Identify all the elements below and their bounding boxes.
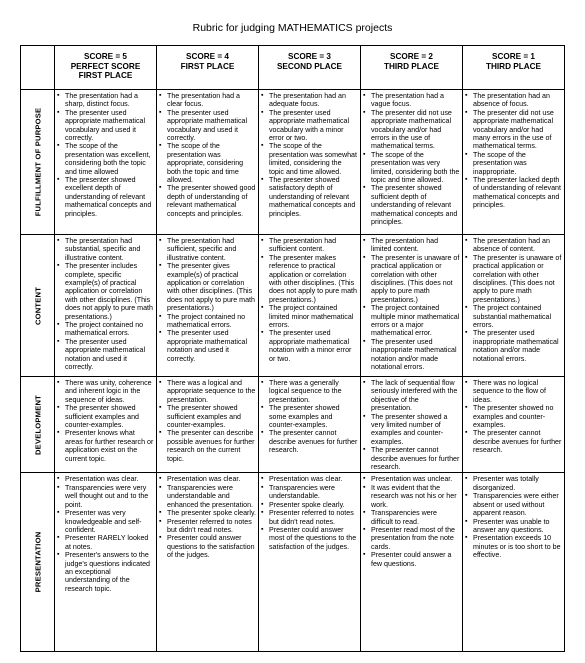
criteria-list [157,235,258,364]
rubric-cell [463,235,565,377]
criteria-list [361,90,462,228]
criteria-item: ▪ The presenter makes reference to practical application or correlation with other disciplines. (This does not apply to pure math presentations.) [261,254,358,304]
criteria-item: ▪ The presentation had an adequate focus. [261,92,358,109]
criteria-item: ▪ Presenter knows what areas for further research or application exist on the current topic. [57,429,154,463]
criteria-list [55,377,156,464]
criteria-item: ▪ The presenter spoke clearly. [159,509,256,517]
row-header-cell [21,235,55,377]
rubric-cell [463,473,565,652]
rubric-row-development [21,377,565,473]
criteria-item: ▪ The presenter showed no examples and counter-examples. [465,404,562,429]
criteria-item: ▪ Transparencies were understandable. [261,484,358,501]
rubric-cell [361,377,463,473]
criteria-item: ▪ The scope of the presentation was somewhat limited, considering the topic and time allowed. [261,142,358,176]
criteria-item: ▪ Presenter was unable to answer any questions. [465,518,562,535]
row-header-cell [21,377,55,473]
criteria-item: ▪ The project contained no mathematical errors. [57,321,154,338]
criteria-item: ▪ Presentation was unclear. [363,475,460,483]
column-header-line: FIRST PLACE [180,61,235,71]
rubric-cell [259,235,361,377]
criteria-item: ▪ The presenter did not use appropriate mathematical vocabulary and/or had many errors in the use of mathematical terms. [465,109,562,151]
criteria-item: ▪ Presenter was very knowledgeable and self-confident. [57,509,154,534]
criteria-list [463,235,564,364]
criteria-list [157,473,258,560]
criteria-item: ▪ The presenter used appropriate mathematical vocabulary and used it correctly. [57,109,154,143]
criteria-item: ▪ The presentation had an absence of content. [465,237,562,254]
criteria-item: ▪ The presentation had an absence of focus. [465,92,562,109]
criteria-item: ▪ The presenter used appropriate mathematical vocabulary with a minor error or two. [261,109,358,143]
criteria-item: ▪ Presenter RARELY looked at notes. [57,534,154,551]
rubric-row-presentation [21,473,565,652]
column-header-score: SCORE = 1 [491,52,535,61]
rubric-cell [361,235,463,377]
row-header-cell [21,473,55,652]
criteria-item: ▪ The scope of the presentation was inappropriate. [465,151,562,176]
criteria-item: ▪ The presenter can describe possible avenues for further research on the current topic. [159,429,256,463]
criteria-item: ▪ The presenter showed excellent depth of understanding of relevant mathematical concepts and principles. [57,176,154,218]
criteria-item: ▪ Transparencies were either absent or used without apparent reason. [465,492,562,517]
criteria-item: ▪ The project contained substantial mathematical errors. [465,304,562,329]
column-header-score-5 [55,46,157,90]
column-header-line: THIRD PLACE [383,61,440,71]
criteria-item: ▪ It was evident that the research was not his or her work. [363,484,460,509]
criteria-item: ▪ The presenter showed sufficient examples and counter-examples. [57,404,154,429]
criteria-item: ▪ The project contained multiple minor mathematical errors or a major mathematical error. [363,304,460,338]
column-header-score-1 [463,46,565,90]
rubric-cell [259,377,361,473]
criteria-list [259,377,360,456]
criteria-item: ▪ Presenter could answer a few questions. [363,551,460,568]
criteria-item: ▪ Presenter spoke clearly. [261,501,358,509]
criteria-list [361,235,462,373]
criteria-item: ▪ The presenter includes complete, specific example(s) of practical application or correlation with other disciplines. (This does not apply to pure math presentations.) [57,262,154,321]
rubric-cell [55,235,157,377]
criteria-item: ▪ The presenter gives example(s) of practical application or correlation with other disciplines. (This does not apply to pure math presentations.) [159,262,256,312]
row-header-label: CONTENT [33,286,42,325]
rubric-cell [463,90,565,235]
criteria-list [259,90,360,219]
criteria-item: ▪ Presenter could answer questions to the satisfaction of the judges. [159,534,256,559]
criteria-item: ▪ The presenter showed satisfactory depth of understanding of relevant mathematical concepts and principles. [261,176,358,218]
criteria-item: ▪ The presenter cannot describe avenues for further research. [465,429,562,454]
criteria-item: ▪ There was a generally logical sequence to the presentation. [261,379,358,404]
criteria-item: ▪ The scope of the presentation was appropriate, considering both the topic and time allowed. [159,142,256,184]
criteria-item: ▪ Presentation was clear. [57,475,154,483]
criteria-item: ▪ The presenter used inappropriate mathematical notation and/or made notational errors. [363,338,460,372]
column-header-score: SCORE = 5 [83,52,127,61]
criteria-item: ▪ Presenter referred to notes but didn't read notes. [261,509,358,526]
criteria-item: ▪ The presenter showed a very limited number of examples and counter-examples. [363,413,460,447]
rubric-cell [361,90,463,235]
criteria-item: ▪ The presenter used inappropriate mathematical notation and/or made notational errors. [465,329,562,363]
rubric-cell [55,90,157,235]
corner-cell [21,46,55,90]
row-header-label: PRESENTATION [33,532,42,593]
criteria-list [463,90,564,211]
criteria-item: ▪ The presentation had a vague focus. [363,92,460,109]
criteria-item: ▪ The presenter lacked depth of understanding of relevant mathematical concepts and principles. [465,176,562,210]
rubric-cell [157,377,259,473]
criteria-item: ▪ Presentation exceeds 10 minutes or is too short to be effective. [465,534,562,559]
column-header-score: SCORE = 4 [185,52,229,61]
criteria-list [157,377,258,464]
header-row [21,46,565,90]
column-header-line: FIRST PLACE [78,71,133,81]
criteria-item: ▪ The presenter did not use appropriate mathematical vocabulary and/or had errors in the use of mathematical terms. [363,109,460,151]
criteria-list [55,473,156,594]
criteria-list [361,473,462,568]
criteria-item: ▪ Presenter referred to notes but didn't read notes. [159,518,256,535]
criteria-item: ▪ There was a logical and appropriate sequence to the presentation. [159,379,256,404]
criteria-item: ▪ The presenter used appropriate mathematical notation and used it correctly. [159,329,256,363]
criteria-item: ▪ The presenter cannot describe avenues for further research. [363,446,460,471]
criteria-item: ▪ The presentation had substantial, specific and illustrative content. [57,237,154,262]
rubric-cell [157,90,259,235]
page-title: Rubric for judging MATHEMATICS projects [192,22,393,34]
criteria-item: ▪ There was no logical sequence to the flow of ideas. [465,379,562,404]
rubric-cell [157,473,259,652]
criteria-item: ▪ Transparencies were understandable and enhanced the presentation. [159,484,256,509]
criteria-item: ▪ The presenter is unaware of practical application or correlation with other disciplines. (This does not apply to pure math presentations.) [465,254,562,304]
row-header-cell [21,90,55,235]
column-header-score: SCORE = 2 [389,52,433,61]
criteria-item: ▪ Presenter was totally disorganized. [465,475,562,492]
criteria-item: ▪ The presentation had limited content. [363,237,460,254]
row-header-label: DEVELOPMENT [33,394,42,455]
column-header-score-2 [361,46,463,90]
criteria-item: ▪ The presentation had sufficient, specific and illustrative content. [159,237,256,262]
criteria-item: ▪ The presenter is unaware of practical application or correlation with other disciplines. (This does not apply to pure math presentations.) [363,254,460,304]
rubric-cell [259,90,361,235]
criteria-item: ▪ Presenter read most of the presentation from the note cards. [363,526,460,551]
rubric-cell [463,377,565,473]
criteria-item: ▪ Presenter could answer most of the questions to the satisfaction of the judges. [261,526,358,551]
criteria-item: ▪ The presenter used appropriate mathematical notation with a minor error or two. [261,329,358,363]
criteria-item: ▪ Transparencies were very well thought out and to the point. [57,484,154,509]
criteria-item: ▪ The presentation had a clear focus. [159,92,256,109]
criteria-item: ▪ Presentation was clear. [159,475,256,483]
criteria-item: ▪ Presenter's answers to the judge's questions indicated an exceptional understanding of the research topic. [57,551,154,593]
row-header-label: FULFILLMENT OF PURPOSE [33,107,42,217]
criteria-list [55,235,156,373]
criteria-item: ▪ The scope of the presentation was excellent, considering both the topic and time allowed [57,142,154,176]
criteria-item: ▪ The project contained no mathematical errors. [159,313,256,330]
criteria-list [463,377,564,456]
criteria-item: ▪ The project contained limited minor mathematical errors. [261,304,358,329]
criteria-item: ▪ The presenter showed sufficient examples and counter-examples. [159,404,256,429]
rubric-cell [55,473,157,652]
rubric-cell [259,473,361,652]
column-header-score-4 [157,46,259,90]
criteria-list [55,90,156,219]
column-header-line: PERFECT SCORE [70,61,141,71]
criteria-list [463,473,564,560]
criteria-item: ▪ The presenter showed good depth of understanding of relevant mathematical concepts and principles. [159,184,256,218]
column-header-score-3 [259,46,361,90]
criteria-item: ▪ The presentation had sufficient content. [261,237,358,254]
criteria-list [157,90,258,219]
rubric-cell [361,473,463,652]
criteria-item: ▪ The scope of the presentation was very limited, considering both the topic and time allowed. [363,151,460,185]
rubric-row-purpose [21,90,565,235]
rubric-table [20,45,565,652]
column-header-score: SCORE = 3 [287,52,331,61]
rubric-row-content [21,235,565,377]
criteria-item: ▪ The presenter showed sufficient depth of understanding of relevant mathematical concepts and principles. [363,184,460,226]
rubric-cell [55,377,157,473]
criteria-item: ▪ The presenter used appropriate mathematical notation and used it correctly. [57,338,154,372]
criteria-item: ▪ Transparencies were difficult to read. [363,509,460,526]
criteria-item: ▪ There was unity, coherence and inherent logic in the sequence of ideas. [57,379,154,404]
criteria-item: ▪ The presenter cannot describe avenues for further research. [261,429,358,454]
criteria-list [259,235,360,364]
column-header-line: THIRD PLACE [485,61,542,71]
criteria-item: ▪ The presenter used appropriate mathematical vocabulary and used it correctly. [159,109,256,143]
criteria-item: ▪ The presenter showed some examples and counter-examples. [261,404,358,429]
criteria-item: ▪ The lack of sequential flow seriously interfered with the objective of the presentation. [363,379,460,413]
criteria-item: ▪ The presentation had a sharp, distinct focus. [57,92,154,109]
column-header-line: SECOND PLACE [276,61,343,71]
criteria-item: ▪ Presentation was clear. [261,475,358,483]
rubric-cell [157,235,259,377]
criteria-list [361,377,462,472]
criteria-list [259,473,360,552]
